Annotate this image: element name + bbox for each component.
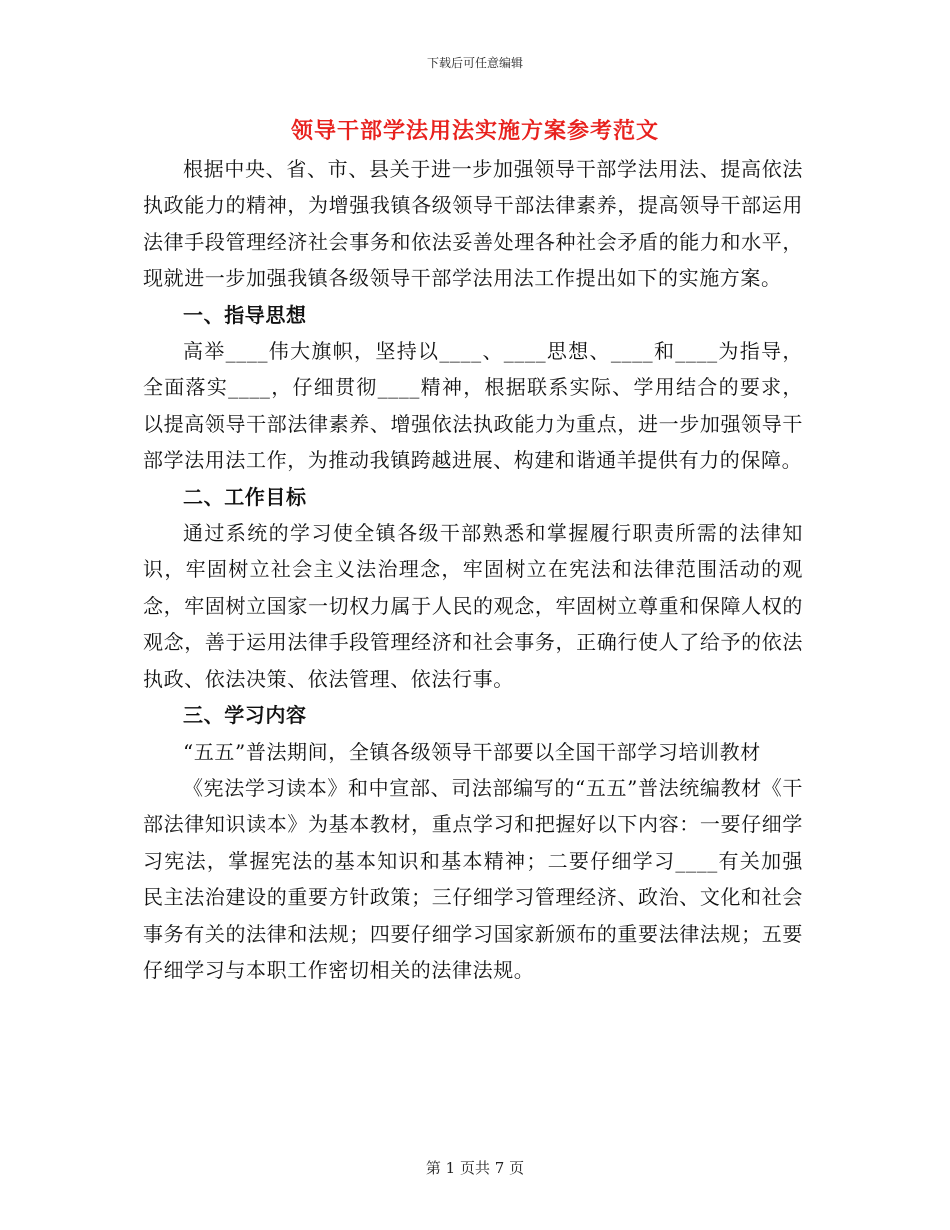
section-paragraph: 《宪法学习读本》和中宣部、司法部编写的“五五”普法统编教材《干部法律知识读本》为基本教材，重点学习和把握好以下内容：一要仔细学习宪法，掌握宪法的基本知识和基本精神；二要仔细学习____有关加强民主法治建设的重要方针政策；三仔细学习管理经济、政治、文化和社会事务有关的法律和法规；四要仔细学习国家新颁布的重要法律法规；五要仔细学习与本职工作密切相关的法律法规。	[143, 775, 803, 982]
page-footer: 第 1 页共 7 页	[425, 1159, 525, 1177]
section-paragraph: 高举____伟大旗帜，坚持以____、____思想、____和____为指导，全面落实____，仔细贯彻____精神，根据联系实际、学用结合的要求，以提高领导干部法律素养、增强依法执政能力为重点，进一步加强领导干部学法用法工作，为推动我镇跨越进展、构建和谐通羊提供有力的保障。	[143, 339, 803, 473]
section-heading: 二、工作目标	[183, 484, 307, 509]
section-paragraph: 通过系统的学习使全镇各级干部熟悉和掌握履行职责所需的法律知识，牢固树立社会主义法治理念，牢固树立在宪法和法律范围活动的观念，牢固树立国家一切权力属于人民的观念，牢固树立尊重和保障人权的观念，善于运用法律手段管理经济和社会事务，正确行使人了给予的依法执政、依法决策、依法管理、依法行事。	[143, 521, 803, 691]
section-heading: 一、指导思想	[183, 302, 307, 327]
document-title: 领导干部学法用法实施方案参考范文	[290, 119, 659, 144]
section-paragraph: “五五”普法期间，全镇各级领导干部要以全国干部学习培训教材	[183, 739, 761, 764]
header-note: 下载后可任意编辑	[426, 56, 523, 70]
section-heading: 三、学习内容	[183, 703, 307, 728]
document-body	[143, 151, 803, 988]
intro-paragraph: 根据中央、省、市、县关于进一步加强领导干部学法用法、提高依法执政能力的精神，为增强我镇各级领导干部法律素养，提高领导干部运用法律手段管理经济社会事务和依法妥善处理各种社会矛盾的能力和水平，现就进一步加强我镇各级领导干部学法用法工作提出如下的实施方案。	[143, 157, 803, 291]
